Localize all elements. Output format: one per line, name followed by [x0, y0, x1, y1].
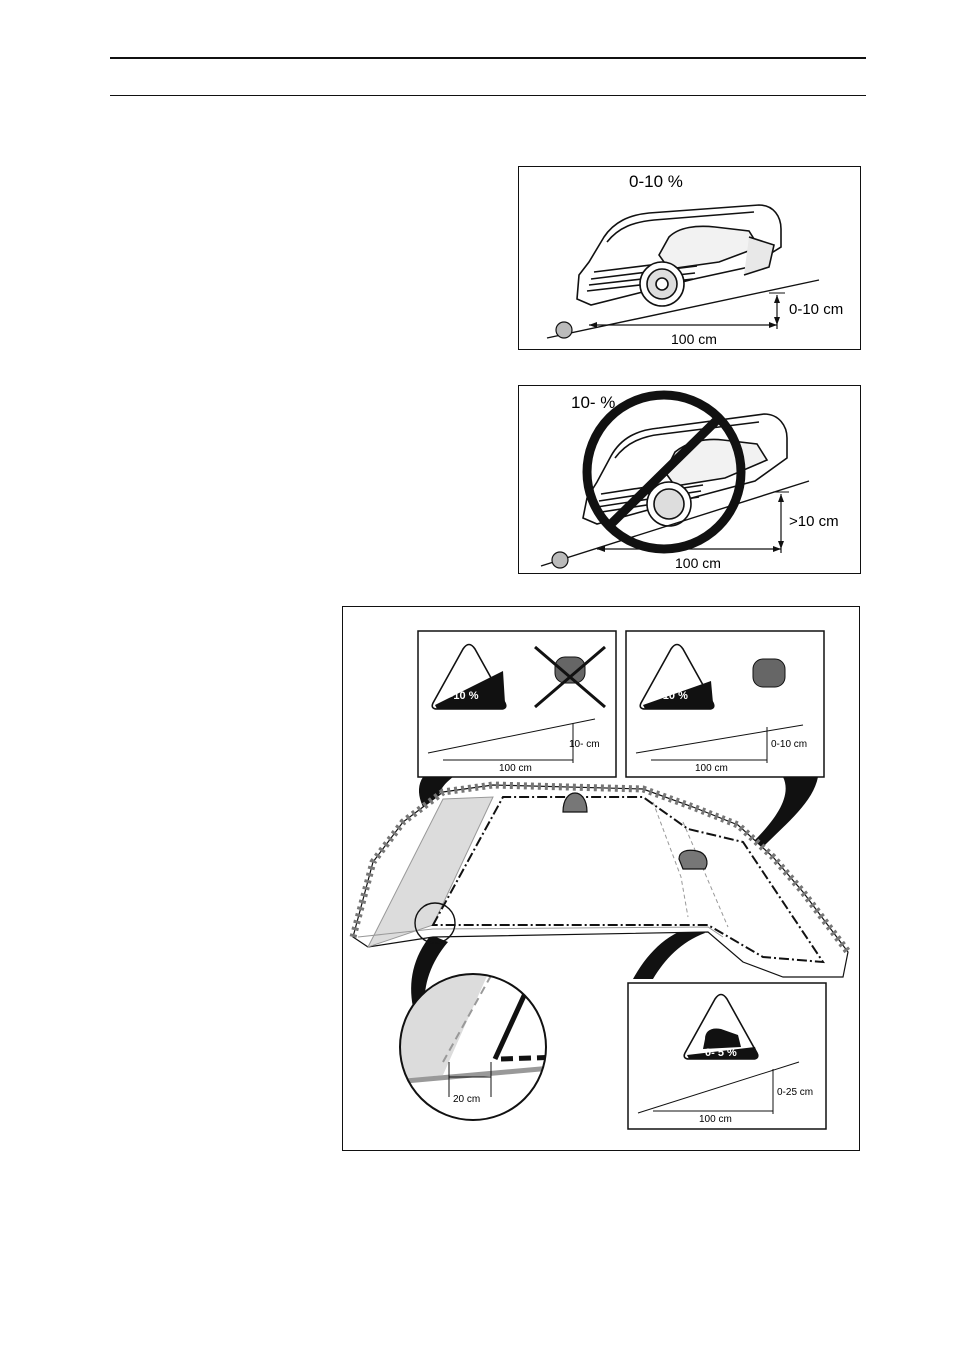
zoom-distance-label: 20 cm	[453, 1094, 481, 1105]
panel-ok-rise-label: 0-10 cm	[771, 739, 808, 750]
panel-steep-run-label: 100 cm	[499, 763, 532, 774]
pivot-marker-icon	[556, 322, 572, 338]
panel-ok-run-label: 100 cm	[695, 763, 728, 774]
slope-ok-rise-label: 0-10 cm	[789, 301, 844, 318]
header-rule-top	[110, 57, 866, 59]
robot-mower-icon	[577, 205, 781, 306]
slope-steep-illustration	[519, 386, 859, 572]
panel-steep-slope	[418, 631, 616, 777]
header-rule-bottom	[110, 95, 866, 96]
panel-edge-run-label: 100 cm	[699, 1114, 732, 1125]
panel-edge-badge: 0- 5 %	[705, 1047, 737, 1059]
slope-ok-percent-label: 0-10 %	[629, 172, 683, 191]
slope-steep-percent-label: 10- %	[571, 393, 616, 412]
panel-ok-badge: 0-10 %	[653, 690, 688, 702]
figure-slope-steep	[518, 385, 861, 574]
panel-edge-rise-label: 0-25 cm	[777, 1087, 814, 1098]
panel-steep-badge: >10 %	[447, 690, 479, 702]
figure-work-area	[342, 606, 860, 1151]
slope-ok-run-label: 100 cm	[671, 331, 717, 347]
work-area-illustration	[343, 607, 858, 1149]
panel-steep-rise-label: 10- cm	[569, 739, 600, 750]
slope-steep-run-label: 100 cm	[675, 555, 721, 571]
panel-edge-slope	[628, 983, 826, 1129]
zoom-detail-circle	[383, 967, 563, 1127]
slope-ok-illustration	[519, 167, 859, 348]
wire-spool-icon	[753, 659, 785, 687]
robot-mower-icon	[583, 414, 787, 526]
slope-steep-rise-label: >10 cm	[789, 513, 839, 530]
panel-ok-slope	[626, 631, 824, 777]
pivot-marker-icon	[552, 552, 568, 568]
figure-slope-ok	[518, 166, 861, 350]
